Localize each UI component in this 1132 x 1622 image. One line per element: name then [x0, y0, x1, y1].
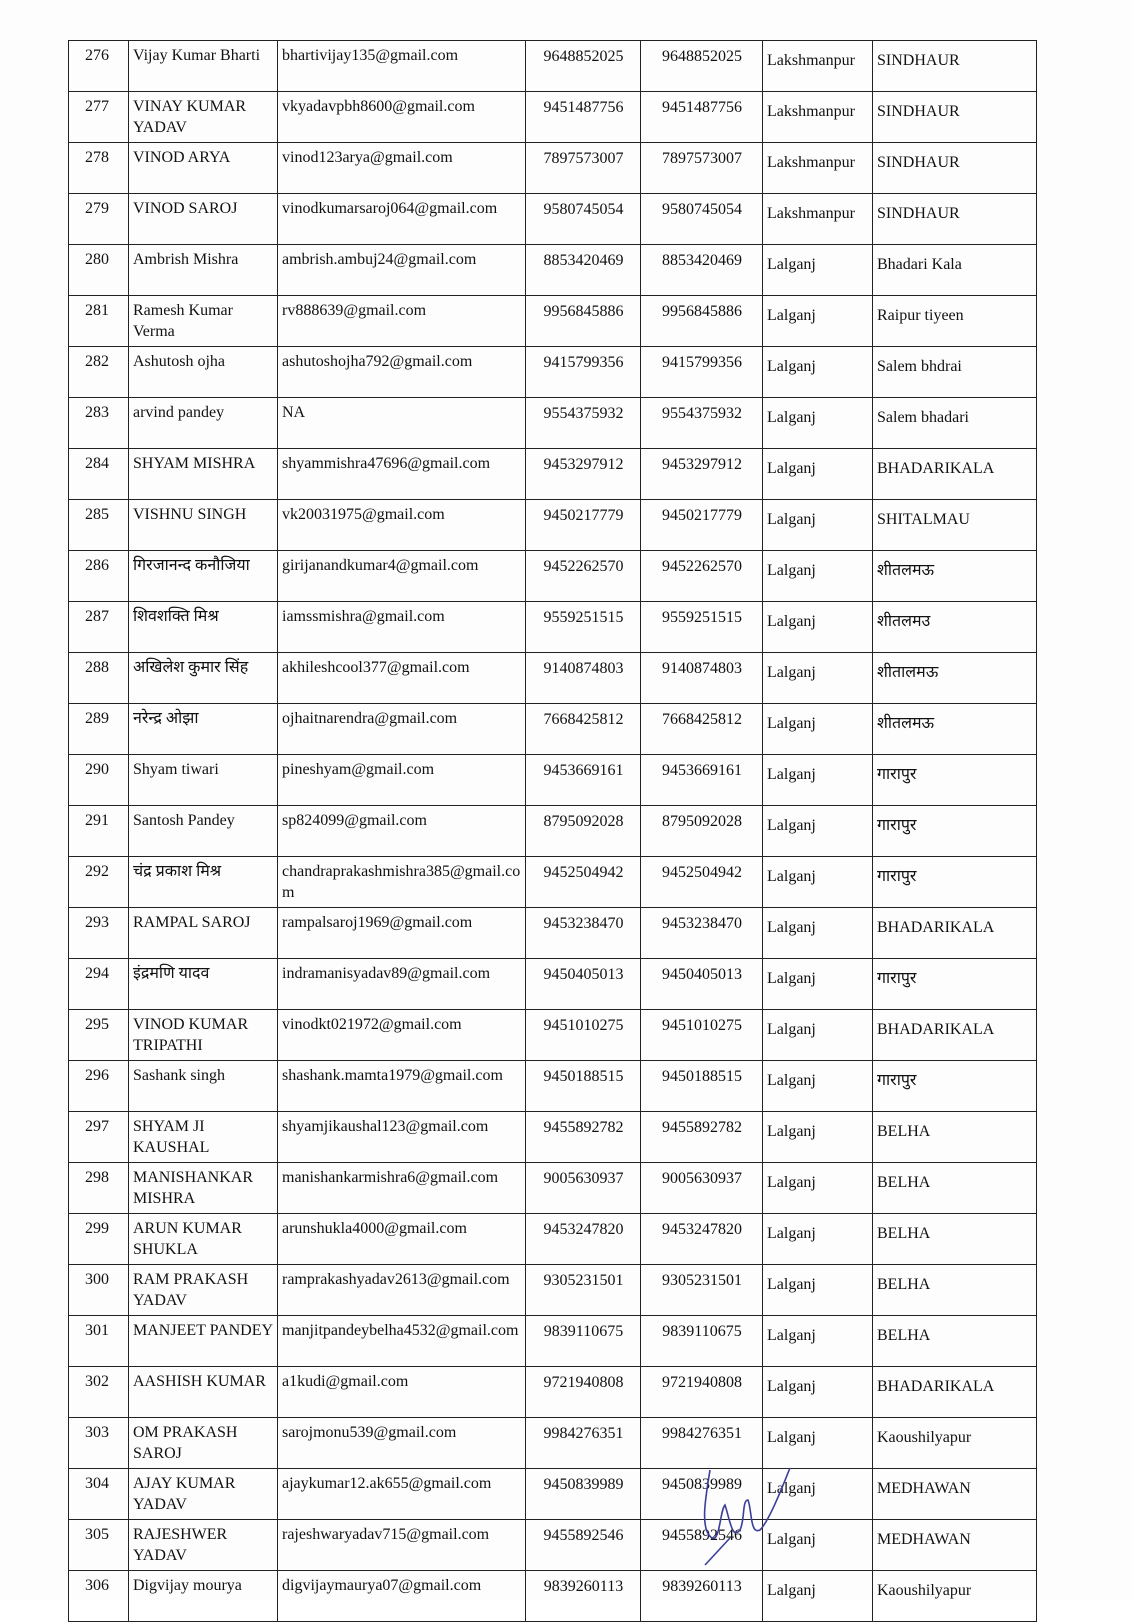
whatsapp-cell: 9455892546	[641, 1520, 763, 1571]
table-body	[69, 41, 1037, 1622]
village-cell: शीतालमऊ	[873, 653, 1037, 704]
email-cell: pineshyam@gmail.com	[278, 755, 526, 806]
mobile-cell: 9453238470	[526, 908, 641, 959]
village-cell: Kaoushilyapur	[873, 1571, 1037, 1622]
village-cell: BELHA	[873, 1214, 1037, 1265]
mobile-cell: 9450217779	[526, 500, 641, 551]
name-cell: नरेन्द्र ओझा	[129, 704, 278, 755]
village-cell: Raipur tiyeen	[873, 296, 1037, 347]
mobile-cell: 9453297912	[526, 449, 641, 500]
block-cell: Lakshmanpur	[763, 143, 873, 194]
whatsapp-cell: 9839260113	[641, 1571, 763, 1622]
serial-number-cell: 302	[69, 1367, 129, 1418]
table-row	[69, 1367, 1037, 1418]
block-cell: Lalganj	[763, 1418, 873, 1469]
block-cell: Lakshmanpur	[763, 92, 873, 143]
name-cell: चंद्र प्रकाश मिश्र	[129, 857, 278, 908]
table-row	[69, 653, 1037, 704]
email-cell: chandraprakashmishra385@gmail.com	[278, 857, 526, 908]
name-cell: VISHNU SINGH	[129, 500, 278, 551]
whatsapp-cell: 9451010275	[641, 1010, 763, 1061]
table-row	[69, 347, 1037, 398]
serial-number-cell: 278	[69, 143, 129, 194]
serial-number-cell: 289	[69, 704, 129, 755]
mobile-cell: 9648852025	[526, 41, 641, 92]
block-cell: Lakshmanpur	[763, 194, 873, 245]
name-cell: शिवशक्ति मिश्र	[129, 602, 278, 653]
table-row	[69, 908, 1037, 959]
mobile-cell: 9452504942	[526, 857, 641, 908]
village-cell: शीतलमउ	[873, 602, 1037, 653]
table-row	[69, 398, 1037, 449]
mobile-cell: 9453669161	[526, 755, 641, 806]
email-cell: vinod123arya@gmail.com	[278, 143, 526, 194]
whatsapp-cell: 8853420469	[641, 245, 763, 296]
block-cell: Lalganj	[763, 1214, 873, 1265]
village-cell: Salem bhadari	[873, 398, 1037, 449]
serial-number-cell: 280	[69, 245, 129, 296]
village-cell: SINDHAUR	[873, 143, 1037, 194]
table-row	[69, 1571, 1037, 1622]
serial-number-cell: 277	[69, 92, 129, 143]
mobile-cell: 9450839989	[526, 1469, 641, 1520]
name-cell: Vijay Kumar Bharti	[129, 41, 278, 92]
block-cell: Lalganj	[763, 602, 873, 653]
email-cell: ambrish.ambuj24@gmail.com	[278, 245, 526, 296]
email-cell: shyammishra47696@gmail.com	[278, 449, 526, 500]
serial-number-cell: 295	[69, 1010, 129, 1061]
block-cell: Lalganj	[763, 1520, 873, 1571]
village-cell: BELHA	[873, 1163, 1037, 1214]
block-cell: Lalganj	[763, 347, 873, 398]
table-row	[69, 1316, 1037, 1367]
village-cell: Bhadari Kala	[873, 245, 1037, 296]
village-cell: गारापुर	[873, 857, 1037, 908]
whatsapp-cell: 9453247820	[641, 1214, 763, 1265]
email-cell: arunshukla4000@gmail.com	[278, 1214, 526, 1265]
mobile-cell: 9839110675	[526, 1316, 641, 1367]
email-cell: manjitpandeybelha4532@gmail.com	[278, 1316, 526, 1367]
village-cell: गारापुर	[873, 755, 1037, 806]
email-cell: shashank.mamta1979@gmail.com	[278, 1061, 526, 1112]
name-cell: arvind pandey	[129, 398, 278, 449]
whatsapp-cell: 9721940808	[641, 1367, 763, 1418]
mobile-cell: 8795092028	[526, 806, 641, 857]
table-row	[69, 1163, 1037, 1214]
table-row	[69, 92, 1037, 143]
table-row	[69, 143, 1037, 194]
serial-number-cell: 301	[69, 1316, 129, 1367]
mobile-cell: 7668425812	[526, 704, 641, 755]
teacher-contact-table	[68, 40, 1037, 1622]
email-cell: ojhaitnarendra@gmail.com	[278, 704, 526, 755]
mobile-cell: 9451010275	[526, 1010, 641, 1061]
email-cell: manishankarmishra6@gmail.com	[278, 1163, 526, 1214]
name-cell: Santosh Pandey	[129, 806, 278, 857]
mobile-cell: 9721940808	[526, 1367, 641, 1418]
table-row	[69, 857, 1037, 908]
whatsapp-cell: 9580745054	[641, 194, 763, 245]
whatsapp-cell: 9140874803	[641, 653, 763, 704]
serial-number-cell: 292	[69, 857, 129, 908]
signature	[690, 1460, 800, 1570]
whatsapp-cell: 9305231501	[641, 1265, 763, 1316]
mobile-cell: 7897573007	[526, 143, 641, 194]
email-cell: ajaykumar12.ak655@gmail.com	[278, 1469, 526, 1520]
whatsapp-cell: 9839110675	[641, 1316, 763, 1367]
block-cell: Lalganj	[763, 1367, 873, 1418]
village-cell: MEDHAWAN	[873, 1469, 1037, 1520]
village-cell: SHITALMAU	[873, 500, 1037, 551]
whatsapp-cell: 9455892782	[641, 1112, 763, 1163]
table-row	[69, 1112, 1037, 1163]
name-cell: VINAY KUMAR YADAV	[129, 92, 278, 143]
table-row	[69, 245, 1037, 296]
village-cell: शीतलमऊ	[873, 704, 1037, 755]
email-cell: bhartivijay135@gmail.com	[278, 41, 526, 92]
table-row	[69, 449, 1037, 500]
whatsapp-cell: 7897573007	[641, 143, 763, 194]
name-cell: इंद्रमणि यादव	[129, 959, 278, 1010]
whatsapp-cell: 9956845886	[641, 296, 763, 347]
serial-number-cell: 285	[69, 500, 129, 551]
block-cell: Lalganj	[763, 1010, 873, 1061]
block-cell: Lalganj	[763, 296, 873, 347]
whatsapp-cell: 9452504942	[641, 857, 763, 908]
whatsapp-cell: 9450405013	[641, 959, 763, 1010]
village-cell: गारापुर	[873, 959, 1037, 1010]
email-cell: rampalsaroj1969@gmail.com	[278, 908, 526, 959]
block-cell: Lalganj	[763, 755, 873, 806]
block-cell: Lalganj	[763, 1469, 873, 1520]
whatsapp-cell: 9453238470	[641, 908, 763, 959]
name-cell: Shyam tiwari	[129, 755, 278, 806]
table-row	[69, 1010, 1037, 1061]
block-cell: Lalganj	[763, 500, 873, 551]
table-row	[69, 704, 1037, 755]
email-cell: iamssmishra@gmail.com	[278, 602, 526, 653]
name-cell: OM PRAKASH SAROJ	[129, 1418, 278, 1469]
village-cell: SINDHAUR	[873, 41, 1037, 92]
serial-number-cell: 306	[69, 1571, 129, 1622]
mobile-cell: 9005630937	[526, 1163, 641, 1214]
email-cell: girijanandkumar4@gmail.com	[278, 551, 526, 602]
whatsapp-cell: 7668425812	[641, 704, 763, 755]
email-cell: rajeshwaryadav715@gmail.com	[278, 1520, 526, 1571]
village-cell: Salem bhdrai	[873, 347, 1037, 398]
serial-number-cell: 279	[69, 194, 129, 245]
serial-number-cell: 299	[69, 1214, 129, 1265]
email-cell: vinodkt021972@gmail.com	[278, 1010, 526, 1061]
table-row	[69, 959, 1037, 1010]
name-cell: Ambrish Mishra	[129, 245, 278, 296]
email-cell: ramprakashyadav2613@gmail.com	[278, 1265, 526, 1316]
serial-number-cell: 290	[69, 755, 129, 806]
email-cell: indramanisyadav89@gmail.com	[278, 959, 526, 1010]
mobile-cell: 8853420469	[526, 245, 641, 296]
serial-number-cell: 304	[69, 1469, 129, 1520]
mobile-cell: 9455892546	[526, 1520, 641, 1571]
mobile-cell: 9415799356	[526, 347, 641, 398]
block-cell: Lalganj	[763, 959, 873, 1010]
block-cell: Lalganj	[763, 1163, 873, 1214]
email-cell: shyamjikaushal123@gmail.com	[278, 1112, 526, 1163]
table-row	[69, 500, 1037, 551]
name-cell: RAMPAL SAROJ	[129, 908, 278, 959]
serial-number-cell: 297	[69, 1112, 129, 1163]
whatsapp-cell: 8795092028	[641, 806, 763, 857]
table-row	[69, 755, 1037, 806]
village-cell: BELHA	[873, 1112, 1037, 1163]
table-row	[69, 41, 1037, 92]
whatsapp-cell: 9452262570	[641, 551, 763, 602]
village-cell: BHADARIKALA	[873, 1010, 1037, 1061]
block-cell: Lalganj	[763, 908, 873, 959]
village-cell: SINDHAUR	[873, 92, 1037, 143]
block-cell: Lalganj	[763, 551, 873, 602]
village-cell: BELHA	[873, 1316, 1037, 1367]
mobile-cell: 9451487756	[526, 92, 641, 143]
mobile-cell: 9559251515	[526, 602, 641, 653]
table-row	[69, 1061, 1037, 1112]
mobile-cell: 9452262570	[526, 551, 641, 602]
serial-number-cell: 281	[69, 296, 129, 347]
email-cell: akhileshcool377@gmail.com	[278, 653, 526, 704]
email-cell: ashutoshojha792@gmail.com	[278, 347, 526, 398]
name-cell: Digvijay mourya	[129, 1571, 278, 1622]
name-cell: MANJEET PANDEY	[129, 1316, 278, 1367]
serial-number-cell: 287	[69, 602, 129, 653]
name-cell: गिरजानन्द कनौजिया	[129, 551, 278, 602]
whatsapp-cell: 9451487756	[641, 92, 763, 143]
name-cell: RAJESHWER YADAV	[129, 1520, 278, 1571]
block-cell: Lalganj	[763, 1571, 873, 1622]
name-cell: RAM PRAKASH YADAV	[129, 1265, 278, 1316]
name-cell: AJAY KUMAR YADAV	[129, 1469, 278, 1520]
table-row	[69, 602, 1037, 653]
name-cell: Ashutosh ojha	[129, 347, 278, 398]
village-cell: Kaoushilyapur	[873, 1418, 1037, 1469]
serial-number-cell: 296	[69, 1061, 129, 1112]
table-row	[69, 1418, 1037, 1469]
mobile-cell: 9580745054	[526, 194, 641, 245]
email-cell: digvijaymaurya07@gmail.com	[278, 1571, 526, 1622]
block-cell: Lalganj	[763, 857, 873, 908]
block-cell: Lalganj	[763, 1112, 873, 1163]
serial-number-cell: 300	[69, 1265, 129, 1316]
whatsapp-cell: 9450188515	[641, 1061, 763, 1112]
whatsapp-cell: 9554375932	[641, 398, 763, 449]
name-cell: AASHISH KUMAR	[129, 1367, 278, 1418]
table-row	[69, 194, 1037, 245]
name-cell: ARUN KUMAR SHUKLA	[129, 1214, 278, 1265]
whatsapp-cell: 9559251515	[641, 602, 763, 653]
name-cell: Sashank singh	[129, 1061, 278, 1112]
block-cell: Lalganj	[763, 1061, 873, 1112]
serial-number-cell: 283	[69, 398, 129, 449]
block-cell: Lalganj	[763, 1316, 873, 1367]
serial-number-cell: 303	[69, 1418, 129, 1469]
name-cell: अखिलेश कुमार सिंह	[129, 653, 278, 704]
table-row	[69, 1520, 1037, 1571]
mobile-cell: 9140874803	[526, 653, 641, 704]
table-row	[69, 1214, 1037, 1265]
village-cell: MEDHAWAN	[873, 1520, 1037, 1571]
table-row	[69, 1265, 1037, 1316]
mobile-cell: 9450188515	[526, 1061, 641, 1112]
whatsapp-cell: 9453669161	[641, 755, 763, 806]
village-cell: गारापुर	[873, 806, 1037, 857]
email-cell: vinodkumarsaroj064@gmail.com	[278, 194, 526, 245]
serial-number-cell: 293	[69, 908, 129, 959]
name-cell: VINOD SAROJ	[129, 194, 278, 245]
mobile-cell: 9455892782	[526, 1112, 641, 1163]
name-cell: MANISHANKAR MISHRA	[129, 1163, 278, 1214]
village-cell: BELHA	[873, 1265, 1037, 1316]
email-cell: vk20031975@gmail.com	[278, 500, 526, 551]
serial-number-cell: 282	[69, 347, 129, 398]
whatsapp-cell: 9453297912	[641, 449, 763, 500]
block-cell: Lalganj	[763, 1265, 873, 1316]
whatsapp-cell: 9450217779	[641, 500, 763, 551]
village-cell: BHADARIKALA	[873, 908, 1037, 959]
serial-number-cell: 286	[69, 551, 129, 602]
email-cell: NA	[278, 398, 526, 449]
village-cell: BHADARIKALA	[873, 1367, 1037, 1418]
email-cell: rv888639@gmail.com	[278, 296, 526, 347]
serial-number-cell: 294	[69, 959, 129, 1010]
serial-number-cell: 284	[69, 449, 129, 500]
village-cell: SINDHAUR	[873, 194, 1037, 245]
block-cell: Lalganj	[763, 449, 873, 500]
block-cell: Lakshmanpur	[763, 41, 873, 92]
serial-number-cell: 298	[69, 1163, 129, 1214]
village-cell: गारापुर	[873, 1061, 1037, 1112]
whatsapp-cell: 9415799356	[641, 347, 763, 398]
village-cell: BHADARIKALA	[873, 449, 1037, 500]
name-cell: Ramesh Kumar Verma	[129, 296, 278, 347]
email-cell: sp824099@gmail.com	[278, 806, 526, 857]
name-cell: SHYAM JI KAUSHAL	[129, 1112, 278, 1163]
mobile-cell: 9305231501	[526, 1265, 641, 1316]
mobile-cell: 9984276351	[526, 1418, 641, 1469]
email-cell: a1kudi@gmail.com	[278, 1367, 526, 1418]
village-cell: शीतलमऊ	[873, 551, 1037, 602]
email-cell: sarojmonu539@gmail.com	[278, 1418, 526, 1469]
block-cell: Lalganj	[763, 398, 873, 449]
mobile-cell: 9450405013	[526, 959, 641, 1010]
whatsapp-cell: 9984276351	[641, 1418, 763, 1469]
name-cell: SHYAM MISHRA	[129, 449, 278, 500]
block-cell: Lalganj	[763, 245, 873, 296]
serial-number-cell: 276	[69, 41, 129, 92]
serial-number-cell: 305	[69, 1520, 129, 1571]
table-row	[69, 806, 1037, 857]
serial-number-cell: 288	[69, 653, 129, 704]
table-row	[69, 1469, 1037, 1520]
table-row	[69, 551, 1037, 602]
mobile-cell: 9453247820	[526, 1214, 641, 1265]
block-cell: Lalganj	[763, 653, 873, 704]
serial-number-cell: 291	[69, 806, 129, 857]
name-cell: VINOD ARYA	[129, 143, 278, 194]
name-cell: VINOD KUMAR TRIPATHI	[129, 1010, 278, 1061]
whatsapp-cell: 9005630937	[641, 1163, 763, 1214]
table-row	[69, 296, 1037, 347]
email-cell: vkyadavpbh8600@gmail.com	[278, 92, 526, 143]
mobile-cell: 9839260113	[526, 1571, 641, 1622]
block-cell: Lalganj	[763, 806, 873, 857]
whatsapp-cell: 9450839989	[641, 1469, 763, 1520]
mobile-cell: 9554375932	[526, 398, 641, 449]
mobile-cell: 9956845886	[526, 296, 641, 347]
block-cell: Lalganj	[763, 704, 873, 755]
whatsapp-cell: 9648852025	[641, 41, 763, 92]
